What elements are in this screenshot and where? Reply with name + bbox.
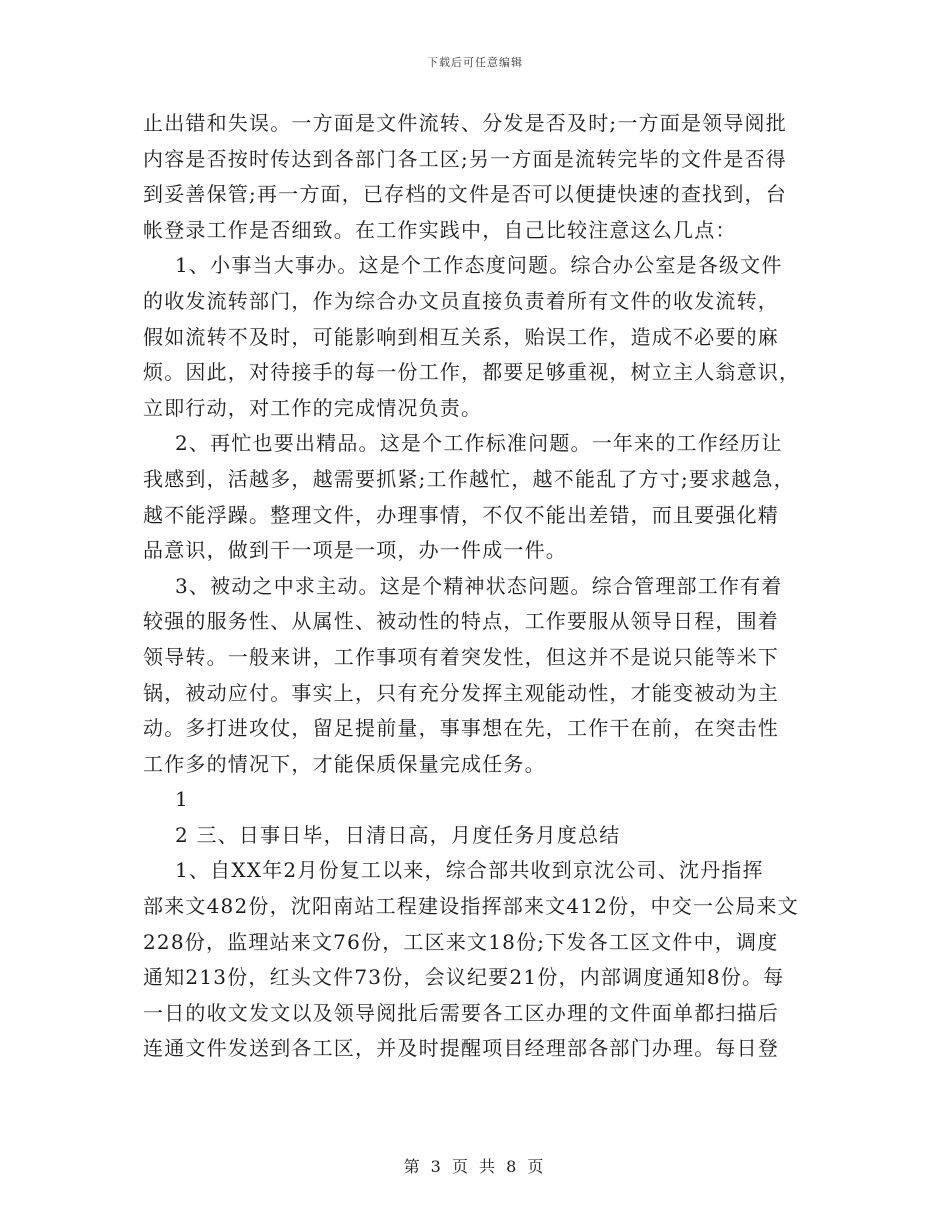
body-line: 领导转。一般来讲，工作事项有着突发性，但这并不是说只能等米下: [143, 644, 779, 669]
body-line: 的收发流转部门，作为综合办文员直接负责着所有文件的收发流转，: [143, 288, 779, 313]
body-line: 品意识，做到干一项是一项，办一件成一件。: [143, 538, 567, 563]
body-line: 部来文482份，沈阳南站工程建设指挥部来文412份，中交一公局来文: [143, 894, 799, 919]
page-header: 下载后可任意编辑: [427, 56, 523, 69]
body-line: 较强的服务性、从属性、被动性的特点，工作要服从领导日程，围着: [143, 609, 779, 634]
body-line: 1、自XX年2月份复工以来，综合部共收到京沈公司、沈丹指挥: [175, 858, 764, 883]
body-line: 烦。因此，对待接手的每一份工作，都要足够重视，树立主人翁意识，: [143, 360, 801, 385]
body-line: 立即行动，对工作的完成情况负责。: [143, 395, 483, 420]
body-line: 通知213份，红头文件73份，会议纪要21份，内部调度通知8份。每: [143, 965, 785, 990]
body-line: 1、小事当大事办。这是个工作态度问题。综合办公室是各级文件: [175, 253, 783, 278]
body-line: 连通文件发送到各工区，并及时提醒项目经理部各部门办理。每日登: [143, 1036, 779, 1061]
body-line: 锅，被动应付。事实上，只有充分发挥主观能动性，才能变被动为主: [143, 680, 779, 705]
body-line: 1: [175, 787, 189, 812]
document-body: [143, 106, 808, 1067]
body-line: 我感到，活越多，越需要抓紧;工作越忙，越不能乱了方寸;要求越急，: [143, 466, 795, 491]
body-line: 假如流转不及时，可能影响到相互关系，贻误工作，造成不必要的麻: [143, 324, 779, 349]
body-line: 动。多打进攻仗，留足提前量，事事想在先，工作干在前，在突击性: [143, 716, 779, 741]
body-line: 帐登录工作是否细致。在工作实践中，自己比较注意这么几点：: [143, 217, 737, 242]
body-line: 2、再忙也要出精品。这是个工作标准问题。一年来的工作经历让: [175, 431, 783, 456]
page-footer: 第 3 页 共 8 页: [403, 1157, 547, 1176]
body-line: 工作多的情况下，才能保质保量完成任务。: [143, 751, 546, 776]
section-heading: 2 三、日事日毕，日清日高，月度任务月度总结: [175, 822, 621, 847]
body-line: 内容是否按时传达到各部门各工区;另一方面是流转完毕的文件是否得: [143, 146, 787, 171]
body-line: 到妥善保管;再一方面，已存档的文件是否可以便捷快速的查找到，台: [143, 182, 787, 207]
body-line: 一日的收文发文以及领导阅批后需要各工区办理的文件面单都扫描后: [143, 1000, 779, 1025]
body-line: 228份，监理站来文76份，工区来文18份;下发各工区文件中，调度: [143, 929, 779, 954]
body-line: 越不能浮躁。整理文件，办理事情，不仅不能出差错，而且要强化精: [143, 502, 779, 527]
body-line: 3、被动之中求主动。这是个精神状态问题。综合管理部工作有着: [175, 573, 783, 598]
body-line: 止出错和失误。一方面是文件流转、分发是否及时;一方面是领导阅批: [143, 111, 787, 135]
